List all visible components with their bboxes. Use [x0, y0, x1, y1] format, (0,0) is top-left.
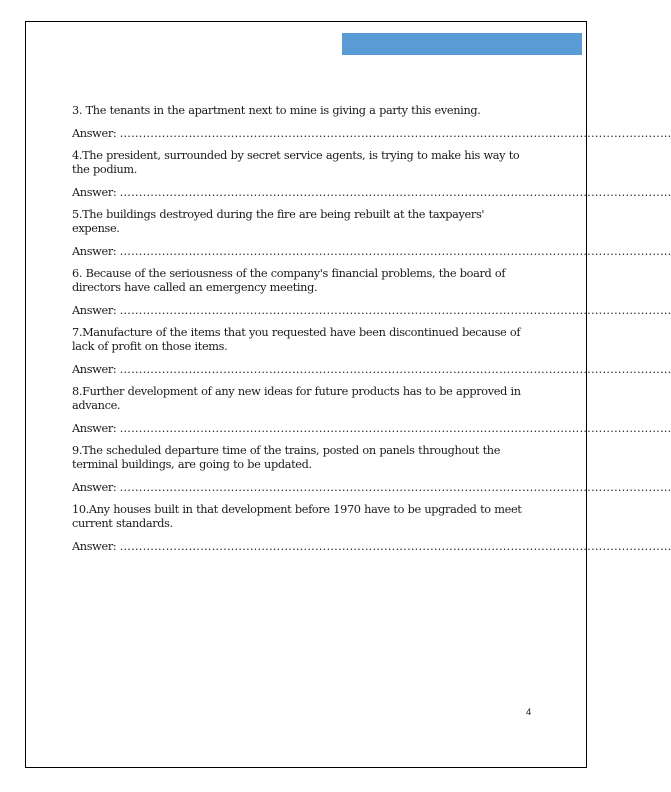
answer-blank[interactable]: ………………………………………………………………………………………………………………………………: [119, 186, 671, 199]
answer-line-3[interactable]: [72, 127, 671, 141]
page-number: 4: [526, 707, 532, 718]
answer-line-8[interactable]: [72, 422, 671, 436]
answer-blank[interactable]: ………………………………………………………………………………………………………………………………: [119, 422, 671, 435]
answer-blank[interactable]: ………………………………………………………………………………………………………………………………: [119, 363, 671, 376]
answer-blank[interactable]: ………………………………………………………………………………………………………………………………: [119, 481, 671, 494]
answer-label: Answer:: [72, 422, 120, 435]
answer-line-5[interactable]: [72, 245, 671, 259]
question-9: 9.The scheduled departure time of the trains, posted on panels throughout the terminal buildings, are going to be updated.: [72, 444, 501, 471]
answer-line-4[interactable]: [72, 186, 671, 200]
answer-line-6[interactable]: [72, 304, 671, 318]
answer-label: Answer:: [72, 304, 120, 317]
question-6: 6. Because of the seriousness of the company's financial problems, the board of directors have called an emergency meeting.: [72, 267, 506, 294]
answer-line-10[interactable]: [72, 540, 671, 554]
answer-label: Answer:: [72, 363, 120, 376]
exercise-list: [72, 104, 671, 554]
question-4: 4.The president, surrounded by secret service agents, is trying to make his way to the podium.: [72, 149, 520, 176]
question-8: 8.Further development of any new ideas for future products has to be approved in advance.: [72, 385, 521, 412]
answer-blank[interactable]: ………………………………………………………………………………………………………………………………: [119, 245, 671, 258]
answer-label: Answer:: [72, 481, 120, 494]
answer-label: Answer:: [72, 186, 120, 199]
question-10: 10.Any houses built in that development before 1970 have to be upgraded to meet current standards.: [72, 503, 522, 530]
answer-label: Answer:: [72, 127, 120, 140]
header-accent-bar: [342, 33, 582, 55]
answer-blank[interactable]: ………………………………………………………………………………………………………………………………: [119, 304, 671, 317]
question-3: 3. The tenants in the apartment next to mine is giving a party this evening.: [72, 104, 481, 117]
answer-blank[interactable]: ………………………………………………………………………………………………………………………………: [119, 540, 671, 553]
answer-label: Answer:: [72, 540, 120, 553]
question-5: 5.The buildings destroyed during the fire are being rebuilt at the taxpayers' expense.: [72, 208, 485, 235]
answer-line-9[interactable]: [72, 481, 671, 495]
answer-line-7[interactable]: [72, 363, 671, 377]
question-7: 7.Manufacture of the items that you requested have been discontinued because of lack of profit on those items.: [72, 326, 521, 353]
answer-label: Answer:: [72, 245, 120, 258]
answer-blank[interactable]: ………………………………………………………………………………………………………………………………: [119, 127, 671, 140]
